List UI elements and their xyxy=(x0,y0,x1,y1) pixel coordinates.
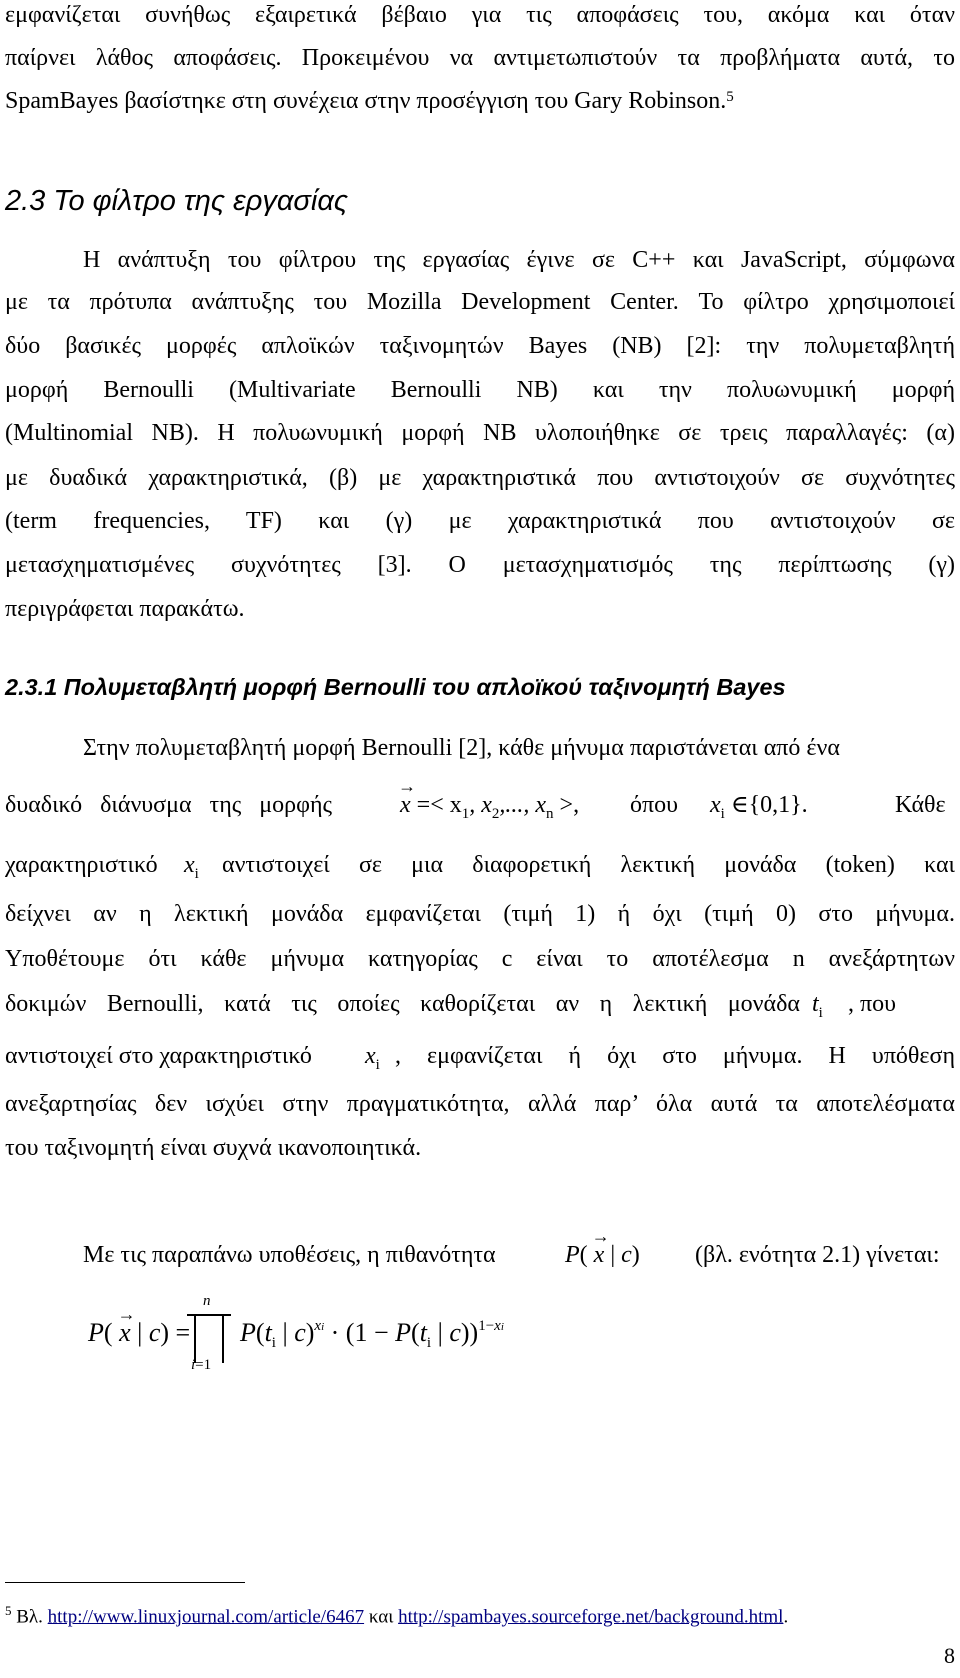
spambayes-link[interactable]: http://spambayes.sourceforge.net/background.html xyxy=(398,1606,784,1628)
body-text-line: ανεξαρτησίας δεν ισχύει στην πραγματικότητα, αλλά παρ’ όλα αυτά τα αποτελέσματα xyxy=(5,1091,955,1117)
body-text-line: δείχνει αν η λεκτική μονάδα εμφανίζεται (τιμή 1) ή όχι (τιμή 0) στο μήνυμα. xyxy=(5,901,955,927)
body-text: όπου xyxy=(630,792,678,818)
body-text: δοκιμών Bernoulli, κατά τις οποίες καθορίζεται αν η λεκτική μονάδα xyxy=(5,991,800,1017)
formula-text: =< x xyxy=(416,792,462,818)
body-text: αντιστοιχεί στο χαρακτηριστικό xyxy=(5,1043,312,1069)
equation-rhs: $P(t_i$ | $c)^{xi} \cdot (1 - P(t_i$ | c))$^{1-xi}$ xyxy=(240,1318,504,1351)
body-text: SpamBayes βασίστηκε στη συνέχεια στην προσέγγιση του Gary Robinson. xyxy=(5,88,727,114)
body-text-line: Η ανάπτυξη του φίλτρου της εργασίας έγινε σε C++ και JavaScript, σύμφωνα xyxy=(83,247,955,273)
body-text-line: Υποθέτουμε ότι κάθε μήνυμα κατηγορίας c είναι το αποτέλεσμα n ανεξάρτητων xyxy=(5,946,955,972)
footnote xyxy=(5,1598,788,1630)
inline-formula: P( → x | c) xyxy=(565,1226,640,1268)
body-text: Κάθε xyxy=(895,792,946,818)
equation-lhs: P( → x | c) = xyxy=(88,1304,191,1347)
body-text-line: (Multinomial NB). Η πολυωνυμική μορφή NB υλοποιήθηκε σε τρεις παραλλαγές: (α) xyxy=(5,420,955,446)
inline-variable: $t_i$ xyxy=(812,991,823,1021)
body-text-line: περιγράφεται παρακάτω. xyxy=(5,596,245,622)
section-heading: 2.3 Το φίλτρο της εργασίας xyxy=(5,185,348,217)
linuxjournal-link[interactable]: http://www.linuxjournal.com/article/6467 xyxy=(47,1606,365,1628)
footnote-middle: και xyxy=(368,1606,394,1628)
body-text: (βλ. ενότητα 2.1) γίνεται: xyxy=(695,1242,940,1268)
footnote-prefix: Βλ. xyxy=(16,1606,43,1628)
set-formula: $x_i$ ∈{0,1}. xyxy=(710,792,808,822)
footnote-suffix: . xyxy=(783,1606,789,1628)
body-text-line: εμφανίζεται συνήθως εξαιρετικά βέβαιο για τις αποφάσεις του, ακόμα και όταν xyxy=(5,2,955,28)
body-text-line xyxy=(5,86,955,116)
footnote-number: 5 xyxy=(5,1603,12,1618)
body-text: χαρακτηριστικό xyxy=(5,852,158,878)
body-text: , εμφανίζεται ή όχι στο μήνυμα. Η υπόθεση xyxy=(395,1043,955,1069)
body-text: δυαδικό διάνυσμα της μορφής xyxy=(5,792,332,818)
body-text-line: μετασχηματισμένες συχνότητες [3]. Ο μετασχηματισμός της περίπτωσης (γ) xyxy=(5,552,955,578)
vector-symbol: x xyxy=(400,792,411,818)
body-text-line: μορφή Bernoulli (Multivariate Bernoulli NB) και την πολυωνυμική μορφή xyxy=(5,377,955,403)
inline-variable: $x_i$ xyxy=(184,852,199,882)
footnote-rule xyxy=(5,1582,245,1583)
body-text-line: του ταξινομητή είναι συχνά ικανοποιητικά. xyxy=(5,1135,422,1161)
footnote-mark: 5 xyxy=(726,89,734,105)
body-text-line: δύο βασικές μορφές απλοϊκών ταξινομητών Bayes (NB) [2]: την πολυμεταβλητή xyxy=(5,333,955,359)
body-text: , που xyxy=(848,991,896,1017)
body-text-line: με δυαδικά χαρακτηριστικά, (β) με χαρακτηριστικά που αντιστοιχούν σε συχνότητες xyxy=(5,465,955,491)
subsection-heading: 2.3.1 Πολυμεταβλητή μορφή Bernoulli του απλοϊκού ταξινομητή Bayes xyxy=(5,674,786,700)
formula-text: ∈{0,1}. xyxy=(730,792,808,818)
vector-formula: → $x =< x_1$, $x_2$,..., $x_n$ >, xyxy=(398,776,580,822)
product-upper-limit: n xyxy=(203,1293,211,1309)
page-number: 8 xyxy=(944,1643,955,1668)
body-text: Με τις παραπάνω υποθέσεις, η πιθανότητα xyxy=(83,1242,496,1268)
body-text-line: (term frequencies, TF) και (γ) με χαρακτηριστικά που αντιστοιχούν σε xyxy=(5,508,955,534)
body-text-line: παίρνει λάθος αποφάσεις. Προκειμένου να αντιμετωπιστούν τα προβλήματα αυτά, το xyxy=(5,45,955,71)
inline-variable: $x_i$ xyxy=(365,1043,380,1073)
body-text-line: Στην πολυμεταβλητή μορφή Bernoulli [2], κάθε μήνυμα παριστάνεται από ένα xyxy=(83,735,840,761)
product-lower-limit: i=1 xyxy=(191,1357,212,1373)
body-text: αντιστοιχεί σε μια διαφορετική λεκτική μονάδα (token) και xyxy=(222,852,955,878)
body-text-line: με τα πρότυπα ανάπτυξης του Mozilla Development Center. Το φίλτρο χρησιμοποιεί xyxy=(5,289,955,315)
